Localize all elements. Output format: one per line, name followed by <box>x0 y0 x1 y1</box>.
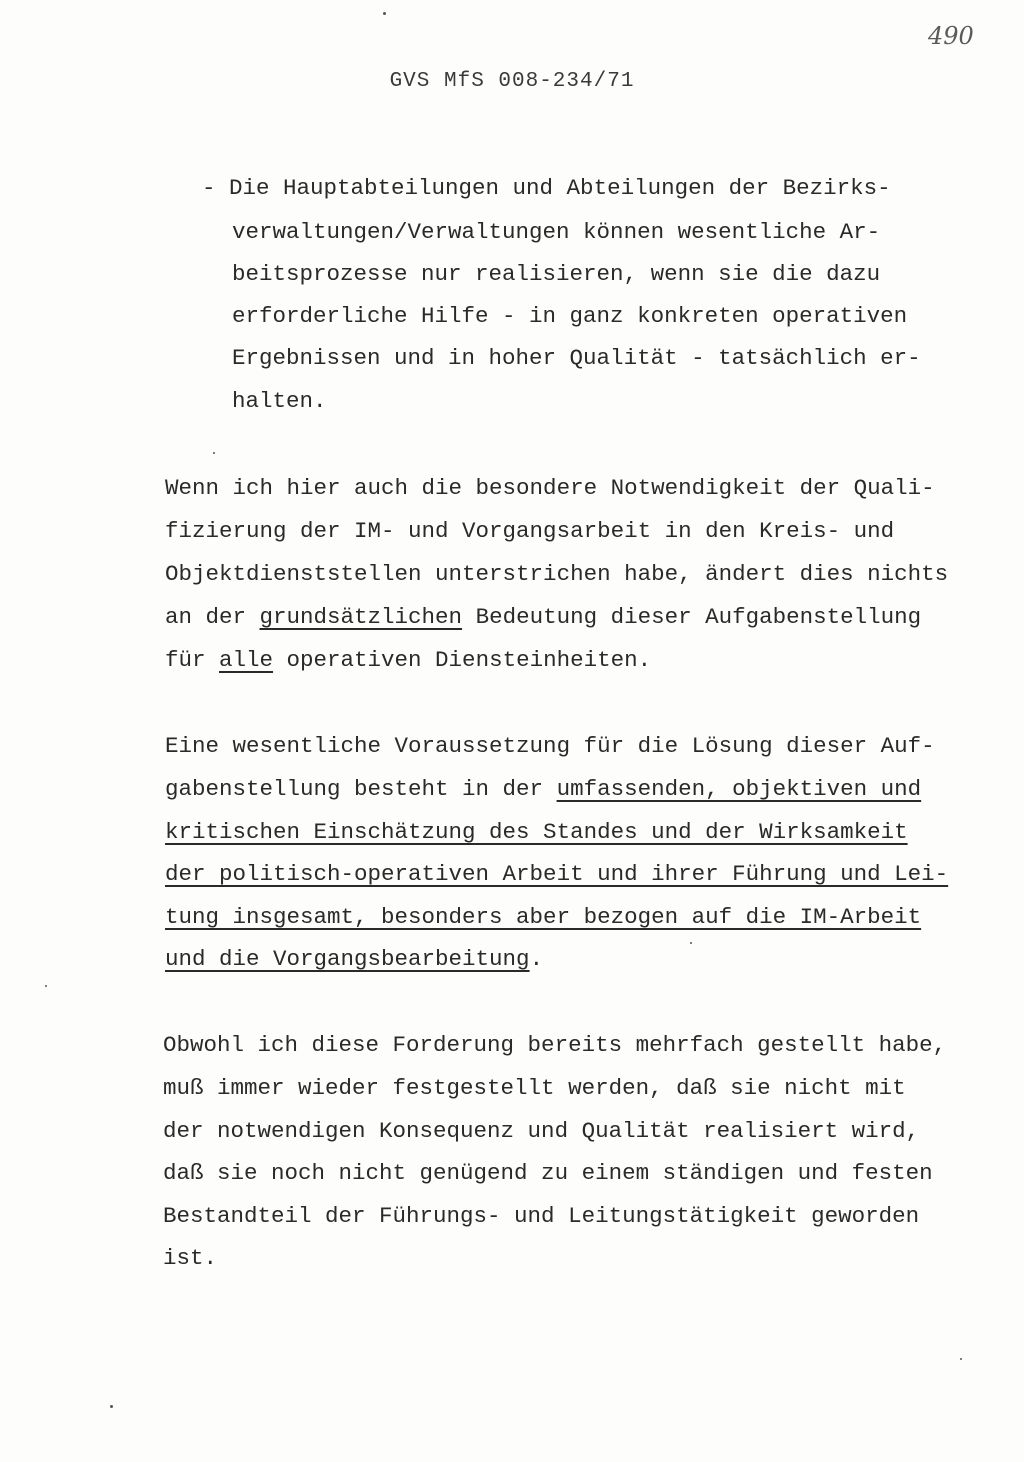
bullet-line-2: verwaltungen/Verwaltungen können wesentliche Ar- <box>232 219 881 245</box>
scan-speck <box>690 942 692 944</box>
scan-speck <box>383 12 386 15</box>
bullet-line-4: erforderliche Hilfe - in ganz konkreten operativen <box>232 303 908 329</box>
para3-line-5: tung insgesamt, besonders aber bezogen auf die IM-Arbeit <box>165 904 922 930</box>
para3-line-2-pre: gabenstellung besteht in der <box>165 776 557 802</box>
para3-line-4: der politisch-operativen Arbeit und ihrer Führung und Lei- <box>165 861 949 887</box>
para4-line-5: Bestandteil der Führungs- und Leitungstätigkeit geworden <box>163 1203 920 1229</box>
bullet-line-3: beitsprozesse nur realisieren, wenn sie die dazu <box>232 261 881 287</box>
para3-line-3: kritischen Einschätzung des Standes und der Wirksamkeit <box>165 819 908 845</box>
para4-line-4: daß sie noch nicht genügend zu einem ständigen und festen <box>163 1160 933 1186</box>
underlined-alle: alle <box>219 647 274 673</box>
underlined-umfassenden: umfassenden, objektiven und <box>556 776 922 802</box>
bullet-line-1: - Die Hauptabteilungen und Abteilungen der Bezirks- <box>202 175 891 201</box>
para4-line-3: der notwendigen Konsequenz und Qualität realisiert wird, <box>163 1118 920 1144</box>
para2-line-4-post: Bedeutung dieser Aufgabenstellung <box>462 604 922 630</box>
para3-line-6-post: . <box>529 946 544 972</box>
para2-line-4-pre: an der <box>165 604 260 630</box>
bullet-line-6: halten. <box>232 388 327 414</box>
para2-line-4 <box>165 603 921 631</box>
para4-line-6: ist. <box>163 1245 218 1271</box>
para4-line-1: Obwohl ich diese Forderung bereits mehrfach gestellt habe, <box>163 1032 947 1058</box>
scan-speck <box>110 1405 113 1408</box>
para3-line-6 <box>165 945 543 973</box>
para3-line-1: Eine wesentliche Voraussetzung für die Lösung dieser Auf- <box>165 733 935 759</box>
scan-speck <box>960 1358 962 1360</box>
para2-line-5-post: operativen Diensteinheiten. <box>273 647 652 673</box>
handwritten-page-number: 490 <box>928 22 974 50</box>
underlined-grundsaetzlichen: grundsätzlichen <box>259 604 463 630</box>
underlined-vorgangsbearbeitung: und die Vorgangsbearbeitung <box>165 946 530 972</box>
para2-line-3: Objektdienststellen unterstrichen habe, ändert dies nichts <box>165 561 949 587</box>
para2-line-2: fizierung der IM- und Vorgangsarbeit in den Kreis- und <box>165 518 895 544</box>
bullet-line-5: Ergebnissen und in hoher Qualität - tatsächlich er- <box>232 345 921 371</box>
para3-line-2 <box>165 775 921 803</box>
para2-line-1: Wenn ich hier auch die besondere Notwendigkeit der Quali- <box>165 475 935 501</box>
scan-speck <box>45 985 47 987</box>
para4-line-2: muß immer wieder festgestellt werden, daß sie nicht mit <box>163 1075 906 1101</box>
scan-speck <box>213 452 215 454</box>
para2-line-5 <box>165 646 651 674</box>
para2-line-5-pre: für <box>165 647 220 673</box>
document-reference-header: GVS MfS 008-234/71 <box>389 70 635 93</box>
